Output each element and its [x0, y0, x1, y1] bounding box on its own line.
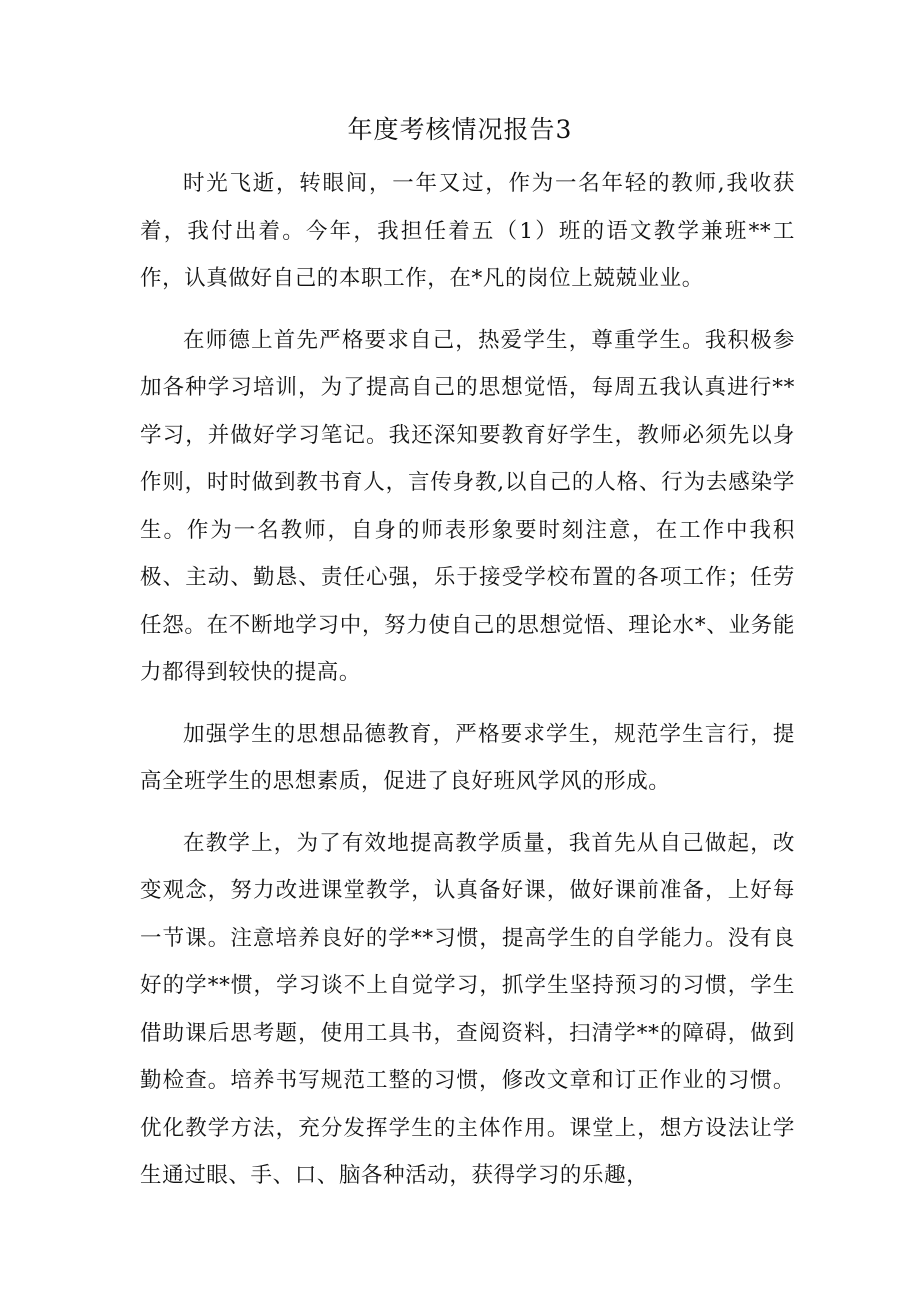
- paragraph-2: 在师德上首先严格要求自己，热爱学生，尊重学生。我积极参加各种学习培训，为了提高自己的思想觉悟，每周五我认真进行**学习，并做好学习笔记。我还深知要教育好学生，教师必须先以身作则，时时做到教书育人，言传身教,以自己的人格、行为去感染学生。作为一名教师，自身的师表形象要时刻注意，在工作中我积极、主动、勤恳、责任心强，乐于接受学校布置的各项工作；任劳任怨。在不断地学习中，努力使自己的思想觉悟、理论水*、业务能力都得到较快的提高。: [140, 327, 795, 685]
- document-body: [140, 160, 795, 1214]
- paragraph-3: 加强学生的思想品德教育，严格要求学生，规范学生言行，提高全班学生的思想素质，促进了良好班风学风的形成。: [140, 721, 795, 794]
- paragraph-1: 时光飞逝，转眼间，一年又过，作为一名年轻的教师,我收获着，我付出着。今年，我担任着五（1）班的语文教学兼班**工作，认真做好自己的本职工作，在*凡的岗位上兢兢业业。: [140, 171, 795, 291]
- paragraph-4: 在教学上，为了有效地提高教学质量，我首先从自己做起，改变观念，努力改进课堂教学，认真备好课，做好课前准备，上好每一节课。注意培养良好的学**习惯，提高学生的自学能力。没有良好的学**惯，学习谈不上自觉学习，抓学生坚持预习的习惯，学生借助课后思考题，使用工具书，查阅资料，扫清学**的障碍，做到勤检查。培养书写规范工整的习惯，修改文章和订正作业的习惯。优化教学方法，充分发挥学生的主体作用。课堂上，想方设法让学生通过眼、手、口、脑各种活动，获得学习的乐趣，: [140, 830, 795, 1188]
- document-title: 年度考核情况报告3: [347, 115, 573, 144]
